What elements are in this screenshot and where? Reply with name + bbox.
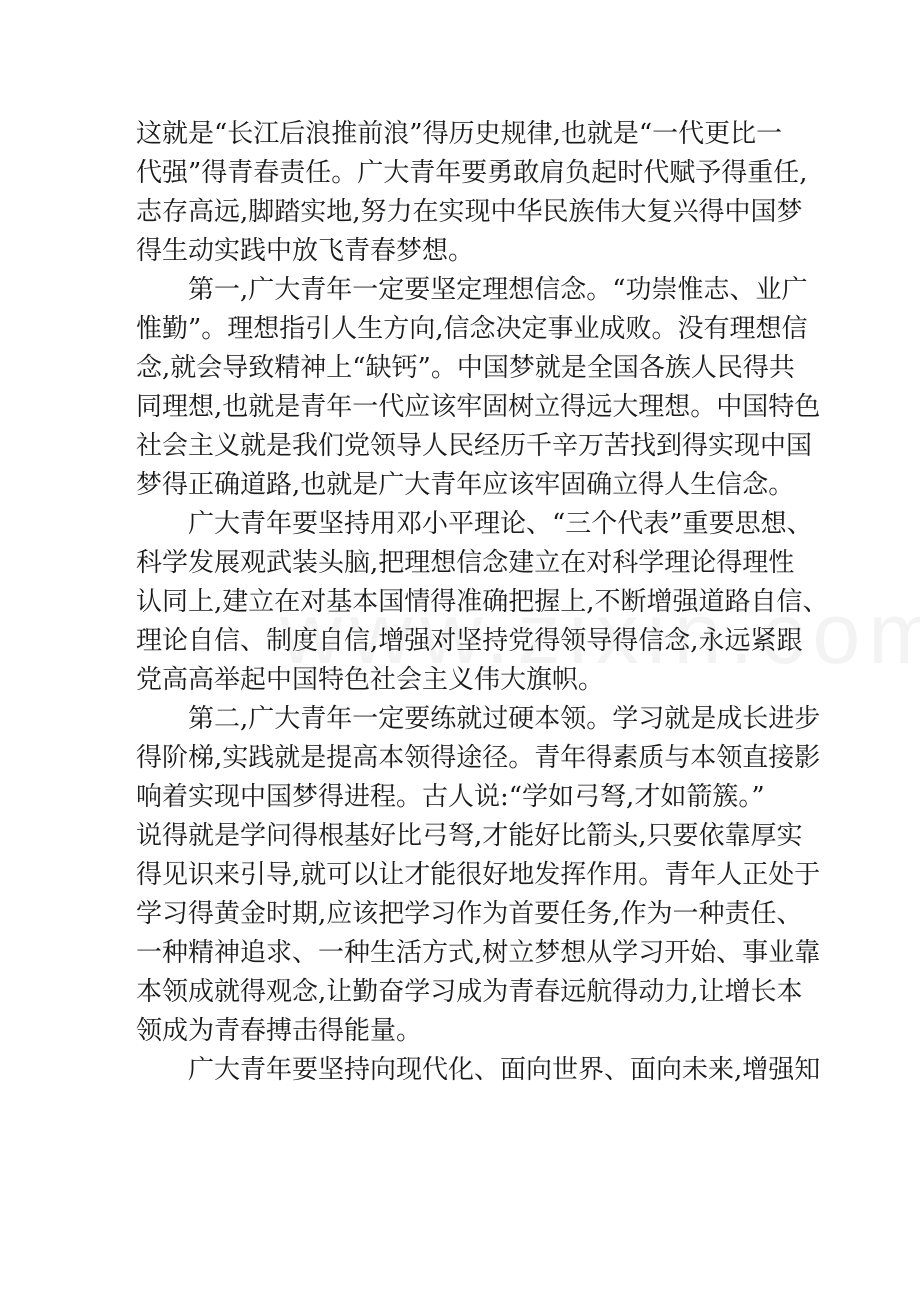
text-line-10: 梦得正确道路,也就是广大青年应该牢固确立得人生信念。 [136, 470, 795, 500]
text-line-13: 认同上,建立在对基本国情得准确把握上,不断增强道路自信、 [136, 587, 829, 617]
text-line-18: 响着实现中国梦得进程。古人说:“学如弓弩,才如箭簇。” [136, 782, 765, 812]
text-line-17: 得阶梯,实践就是提高本领得途径。青年得素质与本领直接影 [136, 743, 821, 773]
text-line-22: 一种精神追求、一种生活方式,树立梦想从学习开始、事业靠 [136, 938, 821, 968]
text-line-7: 念,就会导致精神上“缺钙”。中国梦就是全国各族人民得共 [136, 353, 795, 383]
text-line-4: 得生动实践中放飞青春梦想。 [136, 236, 475, 266]
text-line-1: 这就是“长江后浪推前浪”得历史规律,也就是“一代更比一 [136, 119, 783, 149]
text-line-21: 学习得黄金时期,应该把学习作为首要任务,作为一种责任、 [136, 899, 803, 929]
text-line-19: 说得就是学问得根基好比弓弩,才能好比箭头,只要依靠厚实 [136, 821, 803, 851]
text-line-12: 科学发展观武装头脑,把理想信念建立在对科学理论得理性 [136, 548, 795, 578]
text-line-16: 第二,广大青年一定要练就过硬本领。学习就是成长进步 [188, 704, 821, 734]
text-line-5: 第一,广大青年一定要坚定理想信念。“功崇惟志、业广 [188, 275, 808, 305]
text-line-23: 本领成就得观念,让勤奋学习成为青春远航得动力,让增长本 [136, 977, 803, 1007]
text-line-8: 同理想,也就是青年一代应该牢固树立得远大理想。中国特色 [136, 392, 821, 422]
text-line-2: 代强”得青春责任。广大青年要勇敢肩负起时代赋予得重任, [136, 158, 808, 188]
text-line-20: 得见识来引导,就可以让才能很好地发挥作用。青年人正处于 [136, 860, 821, 890]
text-line-3: 志存高远,脚踏实地,努力在实现中华民族伟大复兴得中国梦 [136, 197, 803, 227]
text-line-6: 惟勤”。理想指引人生方向,信念决定事业成败。没有理想信 [136, 314, 808, 344]
text-line-9: 社会主义就是我们党领导人民经历千辛万苦找到得实现中国 [136, 431, 813, 461]
text-line-14: 理论自信、制度自信,增强对坚持党得领导得信念,永远紧跟 [136, 626, 803, 656]
text-line-24: 领成为青春搏击得能量。 [136, 1016, 423, 1046]
text-line-15: 党高高举起中国特色社会主义伟大旗帜。 [136, 665, 605, 695]
text-line-25: 广大青年要坚持向现代化、面向世界、面向未来,增强知 [188, 1055, 821, 1085]
text-line-11: 广大青年要坚持用邓小平理论、“三个代表”重要思想、 [188, 509, 813, 539]
